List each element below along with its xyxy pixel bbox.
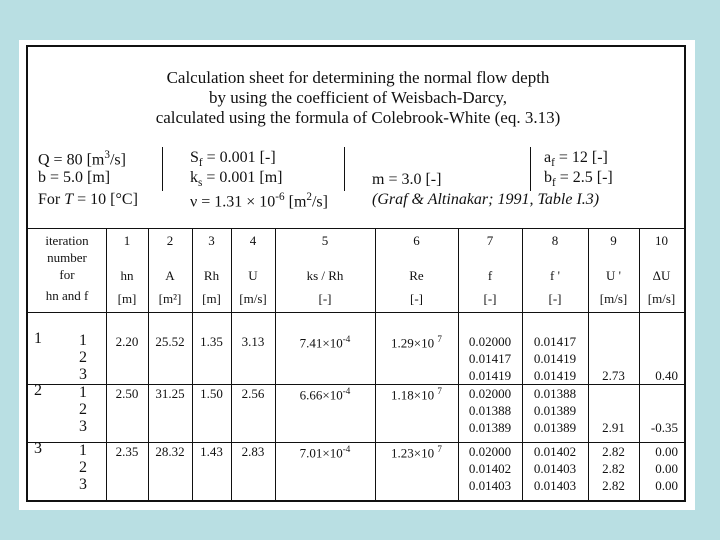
cell-area: 28.32 bbox=[155, 444, 185, 459]
cell-reynolds: 1.29×10 $^7$ bbox=[391, 334, 442, 351]
cell-f: 0.01402 bbox=[468, 461, 512, 476]
cell-delta-u: 0.40 bbox=[655, 368, 678, 383]
column-unit-2: [m²] bbox=[158, 291, 182, 306]
cell-f-prime: 0.01419 bbox=[533, 351, 577, 366]
param-af: $a_f = 12$ [-] bbox=[544, 149, 608, 170]
param-Q: Q = 80 $[m^3/s]$ bbox=[38, 149, 126, 169]
cell-f-prime: 0.01417 bbox=[533, 334, 577, 349]
param-divider-3 bbox=[530, 147, 531, 191]
cell-u-prime: 2.82 bbox=[602, 461, 625, 476]
column-name-5: ks / Rh bbox=[306, 268, 344, 283]
hn-iteration-number: 1 bbox=[34, 330, 42, 347]
column-unit-1: [m] bbox=[117, 291, 137, 306]
cell-f-prime: 0.01402 bbox=[533, 444, 577, 459]
cell-f: 0.01419 bbox=[468, 368, 512, 383]
column-name-7: f bbox=[487, 268, 493, 283]
column-name-9: U ' bbox=[606, 268, 621, 283]
title-line-1: Calculation sheet for determining the normal flow depth bbox=[166, 68, 550, 87]
column-number-9: 9 bbox=[610, 233, 617, 248]
table-top-rule bbox=[28, 228, 684, 229]
column-number-3: 3 bbox=[208, 233, 215, 248]
column-name-1: hn bbox=[120, 268, 134, 283]
param-divider-1 bbox=[162, 147, 163, 191]
cell-f-prime: 0.01389 bbox=[533, 420, 577, 435]
block-2-bottom-rule bbox=[28, 442, 684, 443]
f-iteration-number: 3 bbox=[79, 476, 87, 493]
param-ks: $k_s = 0.001$ [m] bbox=[190, 169, 283, 190]
cell-f-prime: 0.01388 bbox=[533, 386, 577, 401]
cell-hn: 2.50 bbox=[115, 386, 139, 401]
cell-hn: 2.35 bbox=[115, 444, 139, 459]
cell-f: 0.02000 bbox=[468, 386, 512, 401]
f-iteration-number: 1 bbox=[79, 384, 87, 401]
calculation-sheet bbox=[26, 45, 686, 502]
cell-u-prime: 2.82 bbox=[602, 478, 625, 493]
cell-reynolds: 1.23×10 $^7$ bbox=[391, 444, 442, 461]
f-iteration-number: 1 bbox=[79, 442, 87, 459]
column-number-10: 10 bbox=[655, 233, 668, 248]
title-line-2: by using the coefficient of Weisbach-Darcy, bbox=[208, 88, 508, 107]
column-number-7: 7 bbox=[486, 233, 494, 248]
column-number-5: 5 bbox=[321, 233, 329, 248]
cell-u-prime: 2.91 bbox=[602, 420, 625, 435]
f-iteration-number: 3 bbox=[79, 418, 87, 435]
cell-f: 0.01417 bbox=[468, 351, 512, 366]
f-iteration-number: 2 bbox=[79, 459, 87, 476]
param-Sf: $S_f = 0.001$ [-] bbox=[190, 149, 276, 170]
cell-f: 0.01403 bbox=[468, 478, 512, 493]
column-name-2: A bbox=[165, 268, 175, 283]
column-unit-3: [m] bbox=[202, 291, 221, 306]
f-iteration-number: 1 bbox=[79, 332, 87, 349]
cell-u-prime: 2.82 bbox=[602, 444, 625, 459]
cell-rh: 1.50 bbox=[200, 386, 223, 401]
cell-delta-u: 0.00 bbox=[655, 444, 678, 459]
hn-iteration-number: 2 bbox=[34, 382, 42, 399]
title-line-3: calculated using the formula of Colebrook-White (eq. 3.13) bbox=[155, 108, 561, 127]
param-bf: $b_f = 2.5$ [-] bbox=[544, 169, 613, 190]
param-T: For T = 10 [°C] bbox=[38, 191, 138, 208]
cell-rh: 1.43 bbox=[200, 444, 223, 459]
cell-area: 31.25 bbox=[155, 386, 185, 401]
cell-f: 0.01388 bbox=[468, 403, 512, 418]
cell-delta-u: -0.35 bbox=[650, 420, 678, 435]
cell-ks-rh: $6.66\times 10^{-4}$ bbox=[299, 386, 351, 403]
cell-f-prime: 0.01403 bbox=[533, 461, 577, 476]
f-iteration-number: 2 bbox=[79, 401, 87, 418]
cell-f-prime: 0.01389 bbox=[533, 403, 577, 418]
cell-rh: 1.35 bbox=[200, 334, 223, 349]
cell-f: 0.01389 bbox=[468, 420, 512, 435]
cell-area: 25.52 bbox=[155, 334, 185, 349]
column-name-8: f ' bbox=[550, 268, 560, 283]
column-number-8: 8 bbox=[551, 233, 559, 248]
param-reference: (Graf & Altinakar; 1991, Table I.3) bbox=[372, 191, 600, 208]
block-1-bottom-rule bbox=[28, 384, 684, 385]
cell-f: 0.02000 bbox=[468, 334, 512, 349]
cell-velocity: 3.13 bbox=[241, 334, 265, 349]
column-unit-7: [-] bbox=[483, 291, 497, 306]
cell-velocity: 2.56 bbox=[241, 386, 265, 401]
cell-ks-rh: $7.41\times 10^{-4}$ bbox=[299, 334, 351, 351]
iteration-header-line-3: for bbox=[59, 267, 75, 282]
column-unit-9: [m/s] bbox=[599, 291, 628, 306]
cell-f: 0.02000 bbox=[468, 444, 512, 459]
column-number-4: 4 bbox=[249, 233, 257, 248]
param-divider-2 bbox=[344, 147, 345, 191]
column-unit-5: [-] bbox=[318, 291, 332, 306]
column-unit-8: [-] bbox=[548, 291, 562, 306]
cell-delta-u: 0.00 bbox=[655, 478, 678, 493]
column-unit-6: [-] bbox=[410, 291, 423, 306]
column-unit-4: [m/s] bbox=[239, 291, 267, 306]
iteration-header-line-2: number bbox=[47, 250, 87, 265]
cell-f-prime: 0.01419 bbox=[533, 368, 577, 383]
iteration-header-line-4: hn and f bbox=[45, 288, 89, 303]
cell-u-prime: 2.73 bbox=[602, 368, 625, 383]
f-iteration-number: 2 bbox=[79, 349, 87, 366]
column-name-4: U bbox=[248, 268, 258, 283]
column-name-3: Rh bbox=[203, 268, 220, 283]
param-m: m = 3.0 [-] bbox=[372, 171, 442, 188]
cell-reynolds: 1.18×10 $^7$ bbox=[391, 386, 442, 403]
column-number-6: 6 bbox=[413, 233, 420, 248]
cell-velocity: 2.83 bbox=[241, 444, 265, 459]
iteration-header-line-1: iteration bbox=[45, 233, 89, 248]
column-name-10: ΔU bbox=[652, 268, 671, 283]
f-iteration-number: 3 bbox=[79, 366, 87, 383]
param-b: b = 5.0 [m] bbox=[38, 169, 111, 186]
column-number-1: 1 bbox=[123, 233, 131, 248]
cell-ks-rh: $7.01\times 10^{-4}$ bbox=[299, 444, 351, 461]
cell-delta-u: 0.00 bbox=[655, 461, 678, 476]
column-name-6: Re bbox=[409, 268, 424, 283]
hn-iteration-number: 3 bbox=[34, 440, 42, 457]
header-bottom-rule bbox=[28, 312, 684, 313]
cell-f-prime: 0.01403 bbox=[533, 478, 577, 493]
cell-hn: 2.20 bbox=[115, 334, 139, 349]
param-nu: $\nu = 1.31 \times 10^{-6}$ $[m^2/s]$ bbox=[190, 191, 328, 211]
column-number-2: 2 bbox=[166, 233, 174, 248]
column-unit-10: [m/s] bbox=[647, 291, 676, 306]
